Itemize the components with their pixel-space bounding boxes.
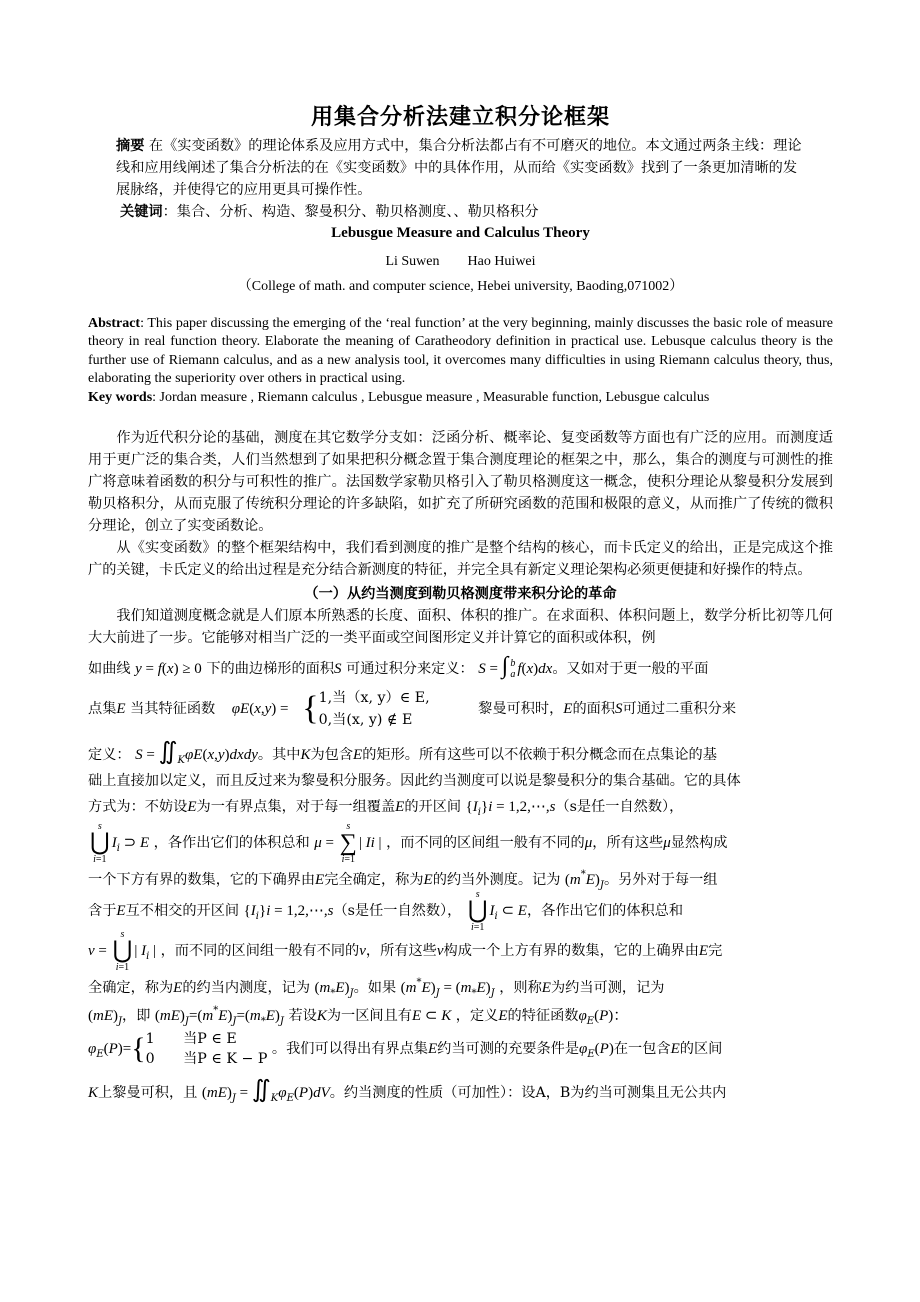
paper-title: 用集合分析法建立积分论框架 [310, 105, 610, 130]
formula-line-6: s ⋃ i=1 $I_i$ ⊃ E ，各作出它们的体积总和 μ = s ∑ i=1 | Ii | ，而不同的区间组一般有不同的μ，所有这些μ显然构成 [90, 821, 728, 866]
formula-line-11: $(mE)_J$，即 $(mE)_J=(m^*E)_J=(m_*E)_J$ 若设K为一区间且有E ⊂ K ，定义E的特征函数$\varphi_E(P)$： [88, 1005, 629, 1028]
formula-line-2: 点集E 当其特征函数 φE(x,y) = { 1,当（x, y）∈ E, 0,当(x, y) ∉ E 黎曼可积时，E的面积S可通过二重积分来 [88, 683, 833, 735]
paper-page [88, 100, 833, 1107]
formula-line-9: ν = s ⋃ i=1 | $I_i$ | ，而不同的区间组一般有不同的ν，所有这些ν构成一个上方有界的数集，它的上确界由E完 [88, 929, 723, 974]
case-3: 1 当P ∈ E [145, 1031, 237, 1048]
keywords-en [88, 389, 833, 407]
case-1: 1,当（x, y）∈ E, [318, 690, 430, 707]
body-paragraph-3: 我们知道测度概念就是人们原本所熟悉的长度、面积、体积的推广。在求面积、体积问题上，数学分析比初等几何大大前进了一步。它能够对相当广泛的一类平面或空间图形定义并计算它的面积或体积，例 [88, 608, 833, 647]
authors [88, 254, 833, 270]
keywords-en-text: : Jordan measure , Riemann calculus , Lebusgue measure , Measurable function, Lebusgue calculus [152, 389, 710, 405]
case-2: 0,当(x, y) ∉ E [318, 712, 413, 729]
formula-line-10: 全确定，称为E的约当内测度，记为 $(m_*E)_J$。如果 $(m^*E)_J = (m_*E)_J$ ，则称E为约当可测，记为 [88, 977, 665, 1000]
formula-line-1: 如曲线 y = f(x) ≥ 0 下的曲边梯形的面积S 可通过积分来定义： S = ∫ b a f(x)dx。又如对于更一般的平面 [88, 653, 709, 681]
section-heading-1: （一）从约当测度到勒贝格测度带来积分论的革命 [304, 586, 617, 603]
abstract-en-text: : This paper discussing the emerging of the ‘real function’ at the very beginning, mainly discusses the basic role of measure theory in real function theory. Elaborate the meaning of Caratheodory definition in practical use. Lebusque calculus theory is the further use of Riemann calculus, and as a new analysis tool, it overcomes many difficulties in using Riemann calculus theory, thus, elaborating the superiority over others in practical using. [88, 316, 833, 387]
author-2: Hao Huiwei [467, 254, 536, 269]
english-title: Lebusgue Measure and Calculus Theory [331, 225, 590, 241]
affiliation: （College of math. and computer science, Hebei university, Baoding,071002） [237, 279, 684, 294]
body-line-4: 础上直接加以定义，而且反过来为黎曼积分服务。因此约当测度可以说是黎曼积分的集合基础。它的具体 [88, 773, 741, 790]
keywords-cn-text: ：集合、分析、构造、黎曼积分、勒贝格测度、、勒贝格积分 [162, 204, 539, 220]
body-paragraph-1: 作为近代积分论的基础，测度在其它数学分支如：泛函分析、概率论、复变函数等方面也有广泛的应用。而测度适用于更广泛的集合类，人们当然想到了如果把积分概念置于集合测度理论的框架之中，那么，集合的测度与可测性的推广将意味着函数的积分与可积性的推广。法国数学家勒贝格引入了勒贝格测度这一概念，使积分理论从黎曼积分发展到勒贝格积分，从而克服了传统积分理论的许多缺陷，如扩充了所研究函数的范围和极限的意义，从而推广了传统的微积分理论，创立了实变函数论。 [88, 430, 833, 535]
formula-line-12: $\varphi_E(P)=${ 1 当P ∈ E 0 当P ∈ K − P 。我们可以得出有界点集E约当可测的充要条件是$\varphi_E(P)$在一包含E的区间 [88, 1031, 723, 1068]
formula-line-5: 方式为：不妨设E为一有界点集，对于每一组覆盖E的开区间 $\{I_i\}i$ = 1,2,⋯,s（s是任一自然数）， [88, 799, 684, 819]
author-1: Li Suwen [385, 254, 440, 269]
case-4: 0 当P ∈ K − P [145, 1051, 268, 1068]
keywords-cn [120, 201, 833, 223]
keywords-cn-label: 关键词 [120, 204, 163, 220]
formula-line-3: 定义： $S = ∬_K\varphi E(x,y)dxdy$。其中K为包含E的矩形。所有这些可以不依赖于积分概念而在点集论的基 [88, 739, 717, 767]
keywords-en-label: Key words [88, 389, 153, 405]
abstract-cn-text: 在《实变函数》的理论体系及应用方式中，集合分析法都占有不可磨灭的地位。本文通过两条主线：理论线和应用线阐述了集合分析法的在《实变函数》中的具体作用，从而给《实变函数》找到了一条更加清晰的发展脉络，并使得它的应用更具可操作性。 [116, 138, 802, 198]
formula-line-8: 含于E互不相交的开区间 $\{I_i\}i$ = 1,2,⋯,s（s是任一自然数）， s ⋃ i=1 $I_i$ ⊂ E，各作出它们的体积总和 [88, 889, 684, 934]
body-paragraph-2: 从《实变函数》的整个框架结构中，我们看到测度的推广是整个结构的核心，而卡氏定义的给出，正是完成这个推广的关键，卡氏定义的给出过程是充分结合新测度的特征，并完全具有新定义理论架构必须更便捷和好操作的特点。 [88, 540, 833, 579]
formula-line-7: 一个下方有界的数集，它的下确界由E完全确定，称为E的约当外测度。记为 $(m^*E)_J$。另外对于每一组 [88, 869, 718, 892]
abstract-cn [116, 135, 806, 201]
abstract-en-label: Abstract [88, 316, 141, 331]
abstract-cn-label: 摘要 [116, 138, 145, 154]
abstract-en [88, 315, 833, 389]
formula-line-13: K上黎曼可积，且 $(mE)_J$ = $∬_K\varphi_E(P)dV$。约当测度的性质（可加性）：设A，B为约当可测集且无公共内 [88, 1077, 727, 1105]
